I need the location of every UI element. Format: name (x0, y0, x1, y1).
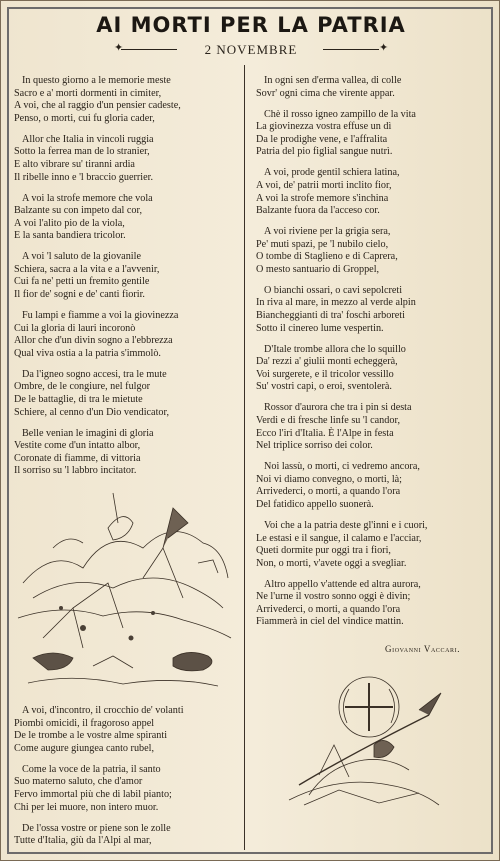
stanza (256, 344, 486, 394)
verse-line: Arrivederci, o morti, a quando l'ora (256, 486, 401, 498)
verse-line: A voi 'l saluto de la giovanile (22, 251, 141, 263)
stanza (14, 134, 239, 184)
verse-line: Noi vi diamo convegno, o morti, là; (256, 473, 402, 485)
ornament-left-icon: ✦ (114, 41, 124, 54)
stanza (14, 428, 239, 478)
verse-line: E alto vibrare su' tiranni ardia (14, 158, 135, 170)
verse-line: Belle venian le imagini di gloria (22, 427, 154, 439)
stanza (14, 251, 239, 301)
flag-and-cross-wreath-illustration (279, 665, 449, 815)
verse-line: Nel triplice sorriso dei color. (256, 440, 373, 452)
verse-line: Voi che a la patria deste gl'inni e i cuori, (264, 519, 428, 531)
verse-line: Altro appello v'attende ed altra aurora, (264, 578, 421, 590)
verse-line: Allor che d'un divin sogno a l'ebbrezza (14, 335, 173, 347)
stanza (256, 226, 486, 276)
stanza (256, 285, 486, 335)
verse-line: Il ribelle inno e 'l braccio guerrier. (14, 171, 154, 183)
verse-line: Suo materno saluto, che d'amor (14, 776, 143, 788)
verse-line: Piombi omicidi, il fragoroso appel (14, 717, 155, 729)
verse-line: Sotto il cinereo lume vespertin. (256, 322, 384, 334)
verse-line: Chi per lei muore, non intero muor. (14, 801, 159, 813)
verse-line: In questo giorno a le memorie meste (22, 75, 171, 86)
stanza (14, 369, 239, 419)
verse-line: A voi l'alito pio de la viola, (14, 217, 125, 229)
verse-line: Ombre, de le congiure, nel fulgor (14, 381, 151, 393)
verse-line: O mesto santuario di Groppel, (256, 263, 380, 275)
verse-line: Ecco l'iri d'Italia. È l'Alpe in festa (256, 427, 394, 439)
verse-line: E la santa bandiera tricolor. (14, 230, 126, 242)
verse-line: Fu lampi e fiamme a voi la giovinezza (22, 310, 179, 322)
verse-line: Coronate di fiamme, di vittoria (14, 452, 141, 464)
verse-line: Il sorriso su 'l labbro incitator. (14, 465, 137, 477)
verse-line: Tutte d'Italia, giù da l'Alpi al mar, (14, 835, 152, 847)
stanza (256, 402, 486, 452)
verse-line: Del fatidico appello suonerà. (256, 498, 374, 510)
verse-line: D'Itale trombe allora che lo squillo (264, 343, 406, 355)
left-column-top (14, 75, 239, 486)
verse-line: O bianchi ossari, o cavi sepolcreti (264, 284, 403, 296)
stanza (256, 75, 486, 100)
verse-line: A voi, de' patrii morti inclito fior, (256, 179, 392, 191)
stanza (14, 823, 239, 848)
verse-line: Da le prodighe vene, e l'affralita (256, 133, 388, 145)
ornament-right-icon: ✦ (379, 41, 389, 54)
verse-line: Allor che Italia in vincoli ruggia (22, 133, 154, 145)
verse-line: A voi, d'incontro, il crocchio de' volanti (22, 705, 184, 716)
right-column (256, 75, 486, 637)
verse-line: Come augure giungea canto rubel, (14, 742, 155, 754)
verse-line: O tombe di Staglieno e di Caprera, (256, 251, 398, 263)
stanza (256, 109, 486, 159)
verse-line: Chè il rosso igneo zampillo de la vita (264, 108, 416, 120)
battle-scene-illustration (13, 488, 235, 698)
stanza (14, 310, 239, 360)
verse-line: Patria del pio figlial sangue nutrì. (256, 146, 393, 158)
verse-line: Balzante fuora da l'acceso cor. (256, 205, 380, 217)
verse-line: Come la voce de la patria, il santo (22, 763, 161, 775)
stanza (256, 167, 486, 217)
verse-line: Balzante su con impeto dal cor, (14, 205, 143, 217)
verse-line: In ogni sen d'erma vallea, di colle (264, 75, 402, 86)
verse-line: De le trombe a le vostre alme spiranti (14, 730, 168, 742)
verse-line: Pe' muti spazi, pe 'l nubilo cielo, (256, 238, 389, 250)
verse-line: Qual viva ostia a la patria s'immolò. (14, 347, 161, 359)
verse-line: Verdi e di fresche linfe su 'l candor, (256, 415, 400, 426)
stanza (14, 193, 239, 243)
author-signature: Giovanni Vaccari. (385, 644, 461, 654)
column-divider (244, 65, 245, 850)
verse-line: Schiera, sacra a la vita e a l'avvenir, (14, 263, 160, 275)
verse-line: Sovr' ogni cima che virente appar. (256, 87, 395, 99)
poem-title: AI MORTI PER LA PATRIA (96, 13, 406, 37)
verse-line: A voi, che al raggio d'un pensier cadeste, (14, 100, 181, 112)
verse-line: Penso, o morti, cui fu gloria cader, (14, 112, 155, 124)
verse-line: Su' vostri capi, o eroi, sventolerà. (256, 381, 392, 393)
verse-line: A voi riviene per la grigia sera, (264, 226, 391, 238)
stanza (14, 75, 239, 125)
verse-line: De le battaglie, di tra le mietute (14, 394, 143, 406)
stanza (256, 520, 486, 570)
subtitle-rule-right (323, 49, 379, 50)
verse-line: Noi lassù, o morti, ci vedremo ancora, (264, 461, 420, 473)
verse-line: Da' rezzi a' giulii monti echeggerà, (256, 356, 398, 368)
verse-line: Sacro e a' morti dormenti in cimiter, (14, 87, 162, 99)
verse-line: Biancheggianti di tra' foschi arboreti (256, 310, 405, 322)
verse-line: Rossor d'aurora che tra i pin si desta (264, 402, 412, 414)
verse-line: De l'ossa vostre or piene son le zolle (22, 822, 171, 834)
verse-line: In riva al mare, in mezzo al verde alpin (256, 297, 416, 309)
verse-line: La giovinezza vostra effuse un dì (256, 121, 392, 133)
left-column-bottom (14, 705, 239, 856)
verse-line: Schiere, al cenno d'un Dio vendicator, (14, 406, 170, 418)
verse-line: A voi, prode gentil schiera latina, (264, 167, 400, 179)
verse-line: Fervo immortal più che di labil pianto; (14, 788, 172, 800)
stanza (14, 764, 239, 814)
verse-line: Ne l'urne il vostro sonno oggi è divin; (256, 591, 411, 603)
verse-line: Da l'igneo sogno accesi, tra le mute (22, 368, 167, 380)
verse-line: Cui fa ne' petti un fremito gentile (14, 276, 150, 288)
verse-line: Non, o morti, v'avete oggi a svegliar. (256, 557, 407, 569)
verse-line: Le estasi e il sangue, il calamo e l'acciar, (256, 532, 422, 544)
stanza (14, 705, 239, 755)
verse-line: Voi surgerete, e il tricolor vessillo (256, 368, 394, 380)
verse-line: Sotto la ferrea man de lo stranier, (14, 146, 150, 158)
verse-line: Fiammerà in ciel del vindice mattin. (256, 616, 404, 628)
poem-subtitle: 2 NOVEMBRE (204, 42, 298, 57)
verse-line: A voi la strofe memore s'inchina (256, 192, 389, 204)
stanza (256, 461, 486, 511)
verse-line: Arrivederci, o morti, a quando l'ora (256, 603, 401, 615)
verse-line: Vestite come d'un intatto albor, (14, 440, 141, 452)
stanza (256, 579, 486, 629)
verse-line: Cui la gloria di lauri incoronò (14, 322, 136, 334)
verse-line: A voi la strofe memore che vola (22, 192, 153, 204)
verse-line: Il fior de' sogni e de' canti fiorir. (14, 289, 145, 301)
verse-line: Queti dormite pur oggi tra i fiori, (256, 545, 391, 557)
